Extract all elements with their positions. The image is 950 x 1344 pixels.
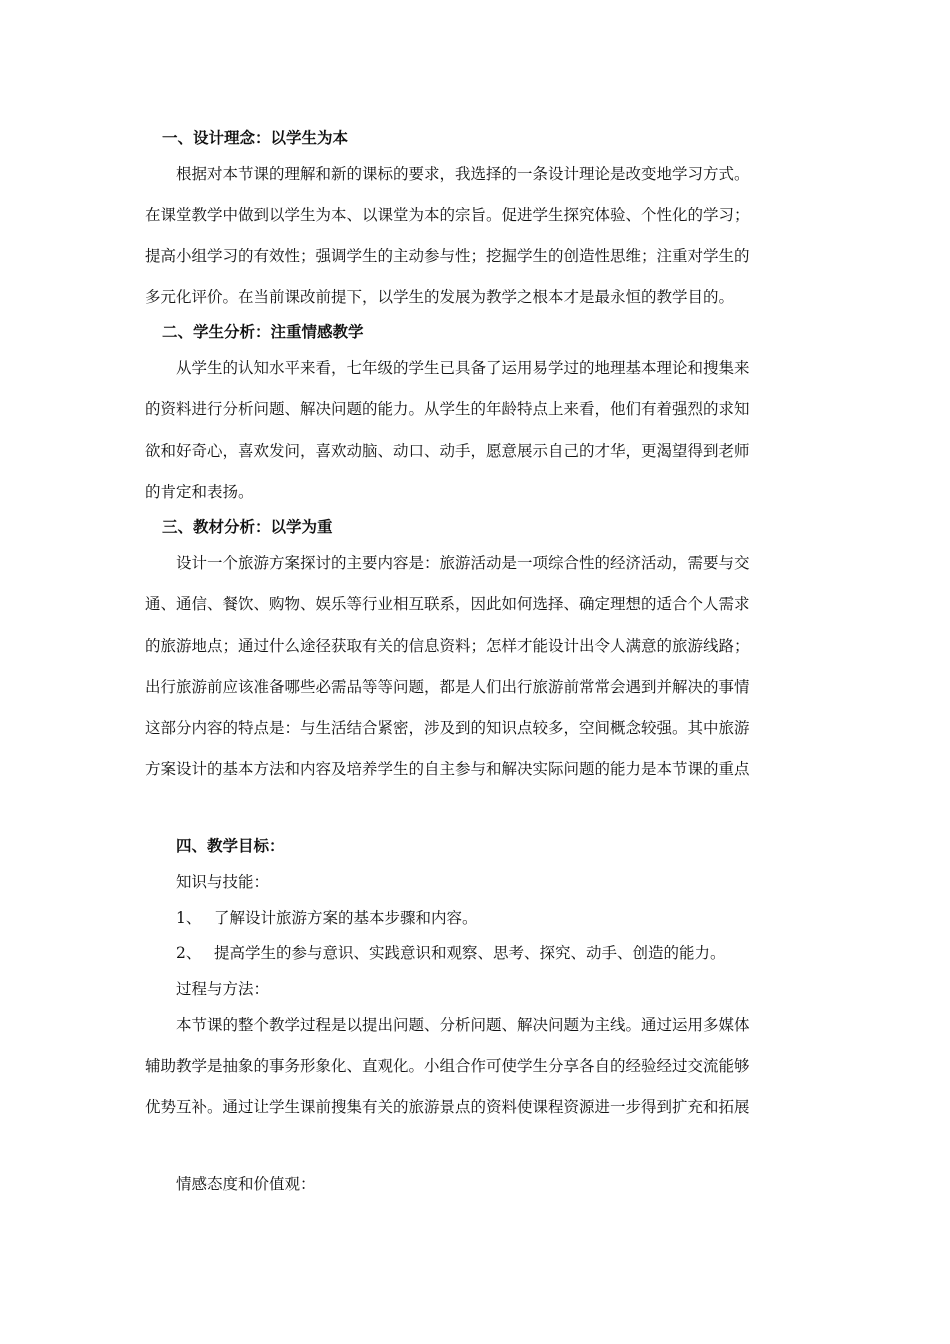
- section3-line: 的旅游地点；通过什么途径获取有关的信息资料；怎样才能设计出令人满意的旅游线路；: [145, 637, 750, 655]
- section4-heading: 四、教学目标：: [176, 837, 285, 855]
- section3-line: 通、通信、餐饮、购物、娱乐等行业相互联系，因此如何选择、确定理想的适合个人需求: [145, 595, 750, 613]
- goal-item-text: 提高学生的参与意识、实践意识和观察、思考、探究、动手、创造的能力。: [214, 944, 726, 962]
- section1-line: 多元化评价。在当前课改前提下，以学生的发展为教学之根本才是最永恒的教学目的。: [145, 288, 735, 306]
- attitude-label: 情感态度和价值观：: [176, 1175, 316, 1193]
- section1-line: 根据对本节课的理解和新的课标的要求，我选择的一条设计理论是改变地学习方式。: [176, 165, 750, 183]
- knowledge-label: 知识与技能：: [176, 873, 270, 891]
- section3-line: 方案设计的基本方法和内容及培养学生的自主参与和解决实际问题的能力是本节课的重点: [145, 760, 750, 778]
- process-line: 辅助教学是抽象的事务形象化、直观化。小组合作可使学生分享各自的经验经过交流能够: [145, 1057, 750, 1075]
- process-label: 过程与方法：: [176, 980, 270, 998]
- goal-item: [176, 943, 840, 963]
- section3-line: 设计一个旅游方案探讨的主要内容是：旅游活动是一项综合性的经济活动，需要与交: [176, 554, 750, 572]
- section2-line: 的资料进行分析问题、解决问题的能力。从学生的年龄特点上来看，他们有着强烈的求知: [145, 400, 750, 418]
- goal-item-number: 2、: [176, 944, 202, 962]
- section2-heading: 二、学生分析：注重情感教学: [162, 323, 364, 341]
- section1-line: 在课堂教学中做到以学生为本、以课堂为本的宗旨。促进学生探究体验、个性化的学习；: [145, 206, 750, 224]
- goal-item: [176, 908, 840, 928]
- process-line: 优势互补。通过让学生课前搜集有关的旅游景点的资料使课程资源进一步得到扩充和拓展: [145, 1098, 750, 1116]
- section3-heading: 三、教材分析：以学为重: [162, 518, 333, 536]
- goal-item-number: 1、: [176, 909, 202, 927]
- section3-line: 这部分内容的特点是：与生活结合紧密，涉及到的知识点较多，空间概念较强。其中旅游: [145, 719, 750, 737]
- goal-item-text: 了解设计旅游方案的基本步骤和内容。: [214, 909, 478, 927]
- section1-line: 提高小组学习的有效性；强调学生的主动参与性；挖掘学生的创造性思维；注重对学生的: [145, 247, 750, 265]
- section3-line: 出行旅游前应该准备哪些必需品等等问题，都是人们出行旅游前常常会遇到并解决的事情: [145, 678, 750, 696]
- process-line: 本节课的整个教学过程是以提出问题、分析问题、解决问题为主线。通过运用多媒体: [176, 1016, 750, 1034]
- section2-line: 从学生的认知水平来看，七年级的学生已具备了运用易学过的地理基本理论和搜集来: [176, 359, 750, 377]
- section1-heading: 一、设计理念：以学生为本: [162, 129, 349, 147]
- section2-line: 的肯定和表扬。: [145, 483, 254, 501]
- section2-line: 欲和好奇心，喜欢发问，喜欢动脑、动口、动手，愿意展示自己的才华，更渴望得到老师: [145, 442, 750, 460]
